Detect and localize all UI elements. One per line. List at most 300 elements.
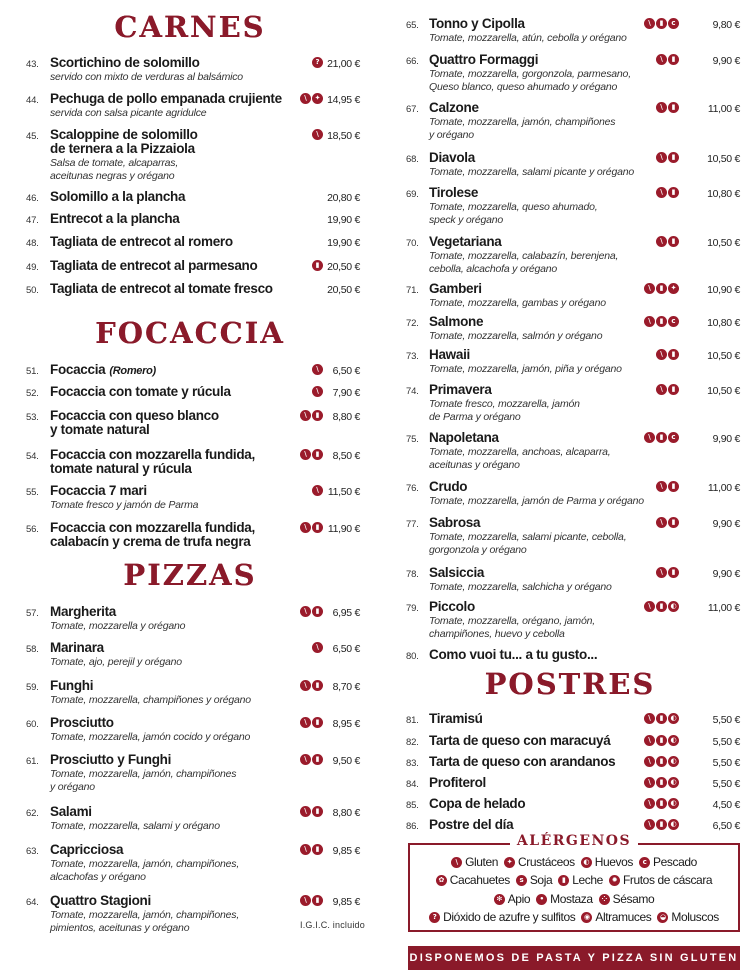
allergen-soy [516,873,552,887]
item-name-text: Scaloppine de solomillo de ternera a la Pizzaiola [50,127,198,156]
gluten-icon: \ [300,449,311,460]
item-name [429,600,475,614]
gluten-icon: \ [300,754,311,765]
item-name-text: Napoletana [429,430,499,445]
item-name [429,776,486,790]
item-description: Tomate, mozzarella, champiñones y orégano [50,694,251,706]
item-number: 49. [26,262,39,273]
item-description: Tomate, mozzarella, jamón, champiñones, alcachofas y orégano [50,858,240,883]
item-name [50,212,180,226]
gluten-icon: \ [644,283,655,294]
item-description: Tomate, mozzarella, salami picante y orégano [429,166,635,178]
allergen-legend-title: ALÉRGENOS [510,833,638,849]
item-name [429,516,480,530]
item-name [429,734,610,748]
item-name-text: Vegetariana [429,234,502,249]
item-number: 59. [26,682,39,693]
item-number: 63. [26,846,39,857]
item-number: 56. [26,524,39,535]
item-name-text: Sabrosa [429,515,481,530]
item-number: 67. [406,104,419,115]
allergen-icons [644,432,679,443]
item-name-text: Postre del día [429,817,514,832]
item-price: 5,50 € [712,714,740,726]
item-price: 10,50 € [707,385,740,397]
item-name [429,755,615,769]
item-name-text: Funghi [50,678,94,693]
milk-icon: ▮ [312,410,323,421]
item-name [50,235,233,249]
item-name-text: Salmone [429,314,484,329]
gluten-icon: \ [300,606,311,617]
item-name [50,56,200,70]
item-price: 9,90 € [712,568,740,580]
gluten-icon: \ [656,236,667,247]
item-price: 9,80 € [712,19,740,31]
milk-icon: ▮ [656,283,667,294]
milk-icon: ▮ [668,349,679,360]
item-number: 50. [26,285,39,296]
item-name-text: Tagliata de entrecot al romero [50,234,233,249]
item-number: 44. [26,95,39,106]
milk-icon: ▮ [312,895,323,906]
allergen-label: Dióxido de azufre y sulfitos [443,910,576,924]
item-number: 64. [26,897,39,908]
egg-icon: ◐ [668,777,679,788]
milk-icon: ▮ [558,875,569,886]
item-price: 18,50 € [327,130,360,142]
milk-icon: ▮ [312,449,323,460]
item-price: 11,00 € [707,103,740,115]
item-price: 8,80 € [332,411,360,423]
fish-icon: c [668,432,679,443]
egg-icon: ◐ [668,601,679,612]
item-name [50,128,198,156]
item-price: 10,50 € [707,153,740,165]
gluten-icon: \ [300,680,311,691]
egg-icon: ◐ [668,798,679,809]
item-number: 52. [26,388,39,399]
item-description: Tomate, mozzarella y orégano [50,620,186,632]
item-number: 80. [406,651,419,662]
gluten-icon: \ [644,819,655,830]
gluten-icon: \ [644,798,655,809]
section-title-focaccia: FOCACCIA [95,316,285,350]
gluten-icon: \ [644,713,655,724]
milk-icon: ▮ [668,236,679,247]
item-name-text: Crudo [429,479,468,494]
item-name-text: Focaccia con mozzarella fundida, calabacín y crema de trufa negra [50,520,255,549]
sulfite-icon: ? [429,912,440,923]
allergen-sesame [599,892,655,906]
item-name-text: Profiterol [429,775,487,790]
item-price: 5,50 € [712,757,740,769]
item-name [50,521,255,549]
item-name [50,679,93,693]
item-name-text: Margherita [50,604,117,619]
item-price: 6,50 € [712,820,740,832]
item-name [50,282,273,296]
item-name [429,480,467,494]
item-name-text: Piccolo [429,599,475,614]
item-description: Tomate, mozzarella, jamón cocido y orégano [50,731,251,743]
gluten-icon: \ [656,517,667,528]
gluten-icon: \ [300,844,311,855]
allergen-peanut [436,873,510,887]
item-name [429,235,502,249]
item-name [429,101,479,115]
item-name-text: Pechuga de pollo empanada crujiente [50,91,282,106]
item-price: 5,50 € [712,778,740,790]
gluten-icon: \ [644,18,655,29]
item-name-text: Prosciutto y Funghi [50,752,172,767]
item-name [429,53,538,67]
item-price: 7,90 € [332,387,360,399]
allergen-icons [644,18,679,29]
item-price: 10,50 € [707,237,740,249]
item-price: 10,50 € [707,350,740,362]
milk-icon: ▮ [656,432,667,443]
item-number: 81. [406,715,419,726]
allergen-mustard [536,892,593,906]
item-name [50,190,185,204]
gluten-free-banner: DISPONEMOS DE PASTA Y PIZZA SIN GLUTEN [408,946,740,970]
egg-icon: ◐ [581,857,592,868]
item-description: Tomate, ajo, perejil y orégano [50,656,182,668]
allergen-icons [656,152,679,163]
gluten-icon: \ [300,895,311,906]
allergen-label: Sésamo [612,892,655,906]
item-name-text: Scortichino de solomillo [50,55,200,70]
milk-icon: ▮ [312,680,323,691]
nuts-icon: ✹ [609,875,620,886]
milk-icon: ▮ [668,384,679,395]
item-price: 5,50 € [712,736,740,748]
item-number: 71. [406,285,419,296]
item-price: 9,85 € [332,896,360,908]
item-number: 48. [26,238,39,249]
item-name [429,566,484,580]
item-description: servido con mixto de verduras al balsámico [50,71,243,83]
gluten-icon: \ [656,384,667,395]
allergen-sulfite [429,910,575,924]
allergen-icons [644,283,679,294]
allergen-icons [644,819,679,830]
egg-icon: ◐ [668,713,679,724]
allergen-icons [656,102,679,113]
item-name [50,641,104,655]
item-name-text: Tarta de queso con maracuyá [429,733,611,748]
item-name-text: Quattro Formaggi [429,52,539,67]
item-name [429,648,597,662]
item-price: 9,90 € [712,518,740,530]
item-price: 9,90 € [712,433,740,445]
item-name [429,383,492,397]
item-description: Tomate, mozzarella, jamón, champiñones, pimientos, aceitunas y orégano [50,909,240,934]
item-name-text: Calzone [429,100,479,115]
gluten-icon: \ [300,522,311,533]
allergen-icons [644,601,679,612]
item-number: 70. [406,238,419,249]
item-price: 8,80 € [332,807,360,819]
milk-icon: ▮ [668,152,679,163]
gluten-icon: \ [451,857,462,868]
item-number: 73. [406,351,419,362]
milk-icon: ▮ [656,316,667,327]
item-price: 11,50 € [327,486,360,498]
item-name [50,716,114,730]
item-price: 10,80 € [707,188,740,200]
milk-icon: ▮ [656,798,667,809]
allergen-icons [644,777,679,788]
milk-icon: ▮ [656,777,667,788]
item-price: 8,70 € [332,681,360,693]
gluten-icon: \ [644,432,655,443]
allergen-nuts [609,873,712,887]
item-price: 20,50 € [327,284,360,296]
item-price: 11,00 € [707,602,740,614]
sulfite-icon: ? [312,57,323,68]
allergen-icons [656,349,679,360]
item-name [429,797,525,811]
allergen-gluten [451,855,498,869]
item-number: 78. [406,569,419,580]
item-number: 68. [406,154,419,165]
milk-icon: ▮ [668,54,679,65]
item-name [429,818,513,832]
item-price: 14,95 € [327,94,360,106]
item-description: Tomate fresco, mozzarella, jamón de Parma y orégano [429,398,580,423]
item-name [429,315,483,329]
item-name-text: Gamberi [429,281,482,296]
milk-icon: ▮ [312,260,323,271]
item-price: 4,50 € [712,799,740,811]
item-price: 9,90 € [712,55,740,67]
item-name-text: Tiramisú [429,711,483,726]
allergen-icons [656,54,679,65]
crustacean-icon: ✦ [312,93,323,104]
milk-icon: ▮ [312,522,323,533]
allergen-row [410,910,738,924]
gluten-icon: \ [644,316,655,327]
allergen-row [410,873,738,887]
allergen-label: Mostaza [550,892,593,906]
gluten-icon: \ [656,102,667,113]
item-name-text: Tirolese [429,185,479,200]
soy-icon: s [516,875,527,886]
item-price: 21,00 € [327,58,360,70]
gluten-icon: \ [312,364,323,375]
item-number: 51. [26,366,39,377]
gluten-icon: \ [300,93,311,104]
allergen-icons [656,384,679,395]
milk-icon: ▮ [668,187,679,198]
gluten-icon: \ [656,481,667,492]
milk-icon: ▮ [668,567,679,578]
item-number: 66. [406,56,419,67]
item-number: 55. [26,487,39,498]
item-name-extra: (Romero) [109,365,156,377]
item-name-text: Capricciosa [50,842,124,857]
item-price: 20,50 € [327,261,360,273]
item-price: 11,00 € [707,482,740,494]
egg-icon: ◐ [668,756,679,767]
item-number: 74. [406,386,419,397]
item-price: 9,50 € [332,755,360,767]
item-number: 79. [406,603,419,614]
allergen-icons [656,567,679,578]
allergen-crustacean [504,855,575,869]
allergen-label: Huevos [594,855,634,869]
allergen-icons [656,236,679,247]
item-name-text: Como vuoi tu... a tu gusto... [429,647,598,662]
allergen-lupin [581,910,651,924]
item-name [50,843,123,857]
allergen-label: Moluscos [671,910,719,924]
item-description: Tomate fresco y jamón de Parma [50,499,199,511]
item-description: Tomate, mozzarella, salmón y orégano [429,330,603,342]
item-description: Tomate, mozzarella, atún, cebolla y orégano [429,32,627,44]
item-description: Tomate, mozzarella, jamón, piña y orégano [429,363,622,375]
item-name-text: Focaccia con mozzarella fundida, tomate natural y rúcula [50,447,255,476]
item-name [50,484,147,498]
milk-icon: ▮ [312,844,323,855]
tax-note: I.G.I.C. incluido [300,920,365,930]
item-price: 20,80 € [327,192,360,204]
gluten-icon: \ [644,735,655,746]
item-number: 46. [26,193,39,204]
allergen-label: Frutos de cáscara [622,873,713,887]
item-number: 75. [406,434,419,445]
item-number: 58. [26,644,39,655]
item-number: 76. [406,483,419,494]
item-name-text: Tarta de queso con arandanos [429,754,616,769]
milk-icon: ▮ [656,735,667,746]
milk-icon: ▮ [656,756,667,767]
item-description: Tomate, mozzarella, salami y orégano [50,820,220,832]
item-description: Tomate, mozzarella, salami picante, cebolla, gorgonzola y orégano [429,531,627,556]
allergen-label: Pescado [653,855,697,869]
mustard-icon: • [536,894,547,905]
item-name-text: Copa de helado [429,796,526,811]
item-name [429,348,470,362]
item-number: 69. [406,189,419,200]
item-name [50,805,92,819]
gluten-icon: \ [312,485,323,496]
item-name [50,409,219,437]
allergen-icons [656,517,679,528]
item-price: 8,95 € [332,718,360,730]
item-name [429,431,499,445]
item-name-text: Focaccia [50,362,106,377]
item-name [50,894,151,908]
item-name [429,282,482,296]
sesame-icon: ⁘ [599,894,610,905]
item-name [50,448,255,476]
item-name-text: Hawaii [429,347,470,362]
gluten-icon: \ [300,806,311,817]
allergen-egg [581,855,633,869]
allergen-icons [656,481,679,492]
item-description: Tomate, mozzarella, salchicha y orégano [429,581,612,593]
item-description: Tomate, mozzarella, gambas y orégano [429,297,606,309]
item-name-text: Focaccia 7 mari [50,483,147,498]
fish-icon: c [668,316,679,327]
item-name-text: Salsiccia [429,565,485,580]
item-description: Tomate, mozzarella, orégano, jamón, champiñones, huevo y cebolla [429,615,595,640]
gluten-icon: \ [312,642,323,653]
item-number: 72. [406,318,419,329]
fish-icon: c [668,18,679,29]
section-title-carnes: CARNES [114,10,266,44]
item-description: Salsa de tomate, alcaparras, aceitunas negras y orégano [50,157,179,182]
crustacean-icon: ✦ [504,857,515,868]
item-price: 19,90 € [327,237,360,249]
item-number: 57. [26,608,39,619]
item-description: Tomate, mozzarella, calabazín, berenjena, cebolla, alcachofa y orégano [429,250,619,275]
item-number: 65. [406,20,419,31]
gluten-icon: \ [656,152,667,163]
milk-icon: ▮ [312,754,323,765]
item-name [50,363,156,378]
allergen-row [410,892,738,906]
milk-icon: ▮ [656,819,667,830]
allergen-label: Cacahuetes [449,873,510,887]
item-price: 9,85 € [332,845,360,857]
item-name-text: Marinara [50,640,104,655]
item-name-text: Tagliata de entrecot al parmesano [50,258,258,273]
item-description: Tomate, mozzarella, jamón, champiñones y orégano [50,768,237,793]
item-name-text: Tagliata de entrecot al tomate fresco [50,281,273,296]
item-price: 19,90 € [327,214,360,226]
item-name-text: Primavera [429,382,492,397]
item-number: 77. [406,519,419,530]
item-name-text: Diavola [429,150,475,165]
item-price: 6,50 € [332,365,360,377]
allergen-label: Altramuces [595,910,652,924]
gluten-icon: \ [644,601,655,612]
item-number: 45. [26,131,39,142]
item-price: 6,50 € [332,643,360,655]
allergen-fish [639,855,697,869]
milk-icon: ▮ [312,806,323,817]
item-name-text: Focaccia con tomate y rúcula [50,384,231,399]
milk-icon: ▮ [312,606,323,617]
item-description: servida con salsa picante agridulce [50,107,207,119]
item-name-text: Focaccia con queso blanco y tomate natural [50,408,219,437]
item-description: Tomate, mozzarella, jamón, champiñones y orégano [429,116,616,141]
allergen-icons [644,713,679,724]
allergen-icons [656,187,679,198]
allergen-icons [644,316,679,327]
milk-icon: ▮ [668,102,679,113]
item-number: 47. [26,215,39,226]
allergen-mollusc [657,910,718,924]
lupin-icon: ◉ [581,912,592,923]
milk-icon: ▮ [656,18,667,29]
gluten-icon: \ [312,386,323,397]
section-title-postres: POSTRES [484,667,656,701]
fish-icon: c [639,857,650,868]
item-number: 83. [406,758,419,769]
item-price: 10,90 € [707,284,740,296]
item-name [50,259,257,273]
item-price: 11,90 € [327,523,360,535]
gluten-icon: \ [656,54,667,65]
item-number: 84. [406,779,419,790]
allergen-icons [644,735,679,746]
allergen-label: Gluten [465,855,499,869]
